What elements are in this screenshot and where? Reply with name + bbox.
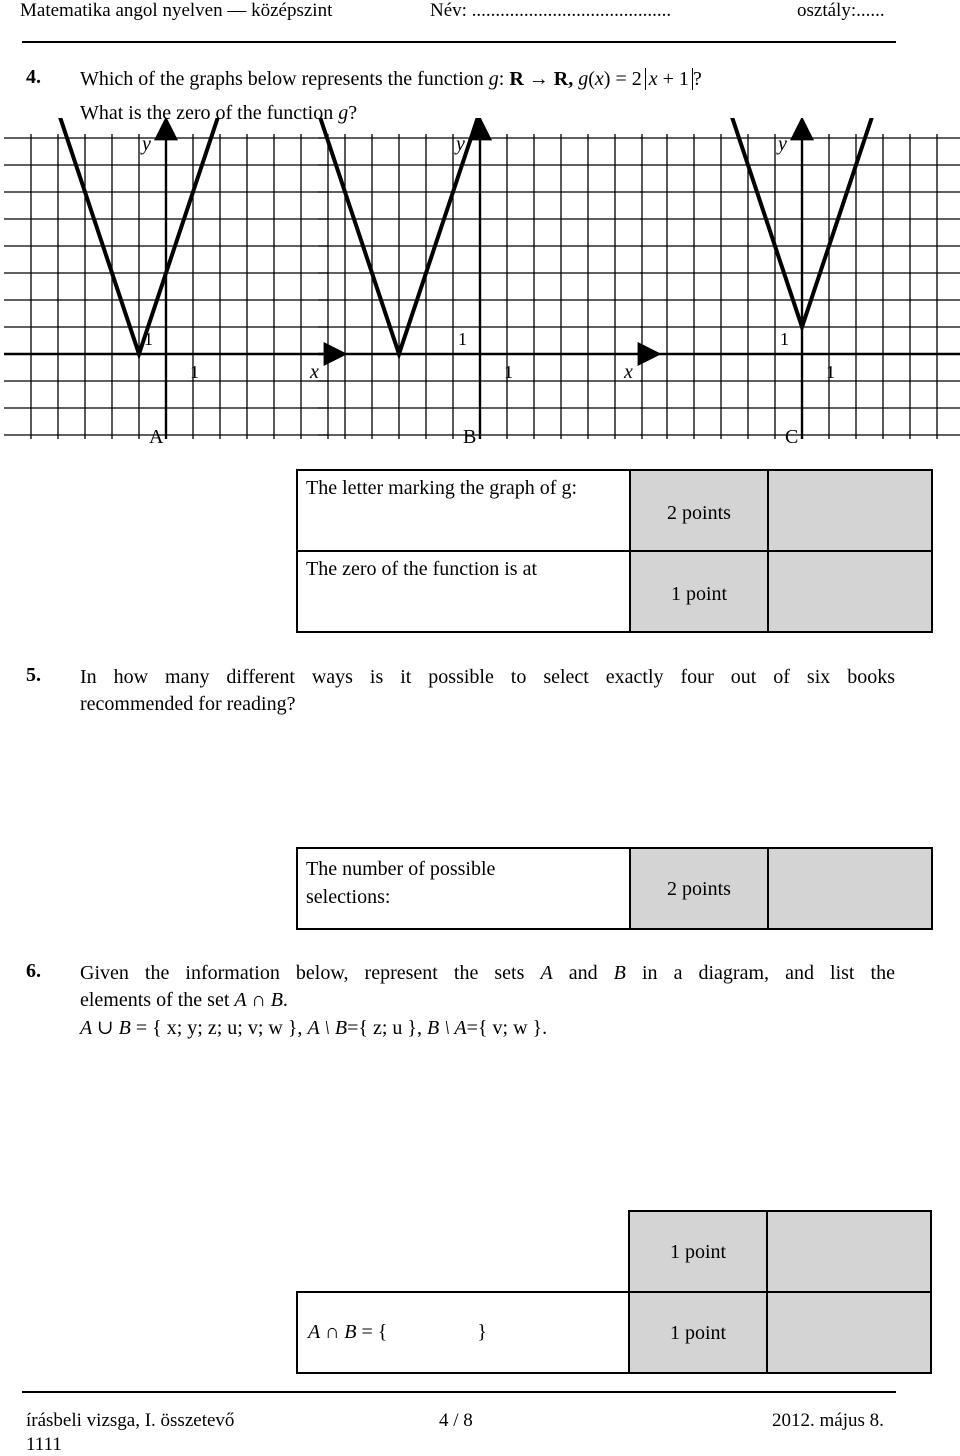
q6-answer-expr: A ∩ B — [308, 1321, 357, 1343]
q6-union: A ∪ B — [80, 1017, 131, 1039]
q6-blank-cell — [297, 1211, 629, 1292]
q4-row2-score-box[interactable] — [768, 551, 932, 632]
y-tick-label: 1 — [780, 329, 789, 349]
q6-diff-ab-vals: ={ z; u }, — [347, 1017, 422, 1039]
q6-diff-ba: B \ A — [427, 1017, 467, 1039]
y-tick-label: 1 — [458, 329, 467, 349]
q6-line1 — [80, 960, 895, 987]
q6-row2-points — [629, 1292, 767, 1373]
q4-row2-label — [297, 551, 630, 632]
q6-row1-points-text: 1 point — [669, 1241, 727, 1263]
q6-line2 — [80, 987, 288, 1014]
q5-points — [630, 848, 768, 929]
q4-abs-rest: + 1 — [657, 68, 689, 90]
q5-line2: recommended for reading? — [80, 693, 296, 715]
q5-answer-table — [296, 847, 933, 930]
header-rule — [22, 41, 896, 43]
q4-line2-text: What is the zero of the function — [80, 102, 339, 124]
q4-row2-points — [630, 551, 768, 632]
footer-code: 1111 — [26, 1434, 62, 1455]
q6-set-a: A — [540, 962, 553, 984]
q4-text: Which of the graphs below represents the function — [80, 68, 489, 90]
q4-row1-points-text: 2 points — [667, 502, 731, 524]
q5-answer-label-line1: The number of possible — [306, 858, 496, 880]
q6-row1-score-box[interactable] — [767, 1211, 931, 1292]
q4-colon: : — [498, 68, 510, 90]
q6-line3 — [80, 1015, 547, 1042]
q6-row1-points — [629, 1211, 767, 1292]
q4-arrow: → — [528, 68, 549, 90]
footer-rule — [22, 1391, 896, 1393]
header-subject: Matematika angol nyelven — középszint — [20, 0, 333, 21]
q4-line1 — [80, 66, 702, 93]
q4-row2-label-text: The zero of the function is at — [306, 558, 538, 580]
q5-answer-label — [297, 848, 630, 929]
header-name-field: Név: .......................................... — [430, 0, 672, 21]
y-axis-label: y — [778, 133, 787, 155]
q6-line1-text: Given the information below, represent the sets — [80, 962, 541, 984]
q5-answer-label-line2: selections: — [306, 886, 391, 908]
header-class-field: osztály:...... — [797, 0, 885, 21]
q6-answer-open: = { — [356, 1321, 388, 1343]
q6-answer-cell[interactable] — [297, 1292, 629, 1373]
q6-row2-score-box[interactable] — [767, 1292, 931, 1373]
y-axis-label: y — [142, 133, 151, 155]
graph-letter-label: C — [785, 426, 799, 448]
q4-def-rest: ) = 2 — [603, 68, 642, 90]
graphs-figure — [0, 118, 960, 448]
q6-diff-ba-vals: ={ v; w }. — [466, 1017, 548, 1039]
y-axis-label: y — [456, 133, 465, 155]
q4-number: 4. — [26, 66, 41, 88]
graph-letter-label: B — [463, 426, 477, 448]
q4-line2-end: ? — [348, 102, 358, 124]
x-tick-label: 1 — [190, 362, 199, 382]
q4-line2-g: g — [338, 102, 349, 124]
q4-row1-label — [297, 470, 630, 551]
q6-intersect: A ∩ B — [234, 989, 283, 1011]
q4-domain: R — [509, 68, 524, 90]
q6-line2-end: . — [282, 989, 288, 1011]
q6-line1-post: in a diagram, and list the — [625, 962, 895, 984]
q6-diff-ab: A \ B — [307, 1017, 348, 1039]
q4-row2-points-text: 1 point — [670, 583, 728, 605]
q6-row2-points-text: 1 point — [669, 1322, 727, 1344]
q4-row1-points — [630, 470, 768, 551]
q5-score-box[interactable] — [768, 848, 932, 929]
q4-def-paren: ( — [588, 68, 595, 90]
q4-qmark: ? — [692, 68, 702, 90]
q6-number: 6. — [26, 960, 41, 982]
graph-letter-label: A — [149, 426, 164, 448]
q4-row1-label-text: The letter marking the graph of g: — [306, 477, 578, 499]
q4-def-g: g — [578, 68, 589, 90]
q6-answer-table — [296, 1210, 932, 1374]
q5-points-text: 2 points — [667, 878, 731, 900]
q6-union-vals: = { x; y; z; u; v; w }, — [130, 1017, 303, 1039]
q5-line1: In how many different ways is it possible to select exactly four out of six books — [80, 666, 895, 688]
q4-func-name: g — [488, 68, 499, 90]
x-axis-label: x — [310, 361, 319, 383]
q6-line2-text: elements of the set — [80, 989, 235, 1011]
q5-number: 5. — [26, 664, 41, 686]
q4-def-x: x — [594, 68, 604, 90]
x-tick-label: 1 — [504, 362, 513, 382]
footer-exam: írásbeli vizsga, I. összetevő — [26, 1410, 235, 1431]
q4-answer-table — [296, 469, 933, 633]
footer-page: 4 / 8 — [439, 1410, 473, 1431]
q6-and: and — [552, 962, 614, 984]
x-tick-label: 1 — [826, 362, 835, 382]
q4-row1-score-box[interactable] — [768, 470, 932, 551]
y-tick-label: 1 — [144, 329, 153, 349]
q4-codomain: R, — [553, 68, 574, 90]
x-axis-label: x — [624, 361, 633, 383]
q6-answer-close: } — [477, 1321, 488, 1343]
q4-abs-x: x — [648, 68, 658, 90]
footer-date: 2012. május 8. — [772, 1410, 884, 1431]
q6-set-b: B — [613, 962, 626, 984]
q4-abs-value — [645, 68, 693, 90]
